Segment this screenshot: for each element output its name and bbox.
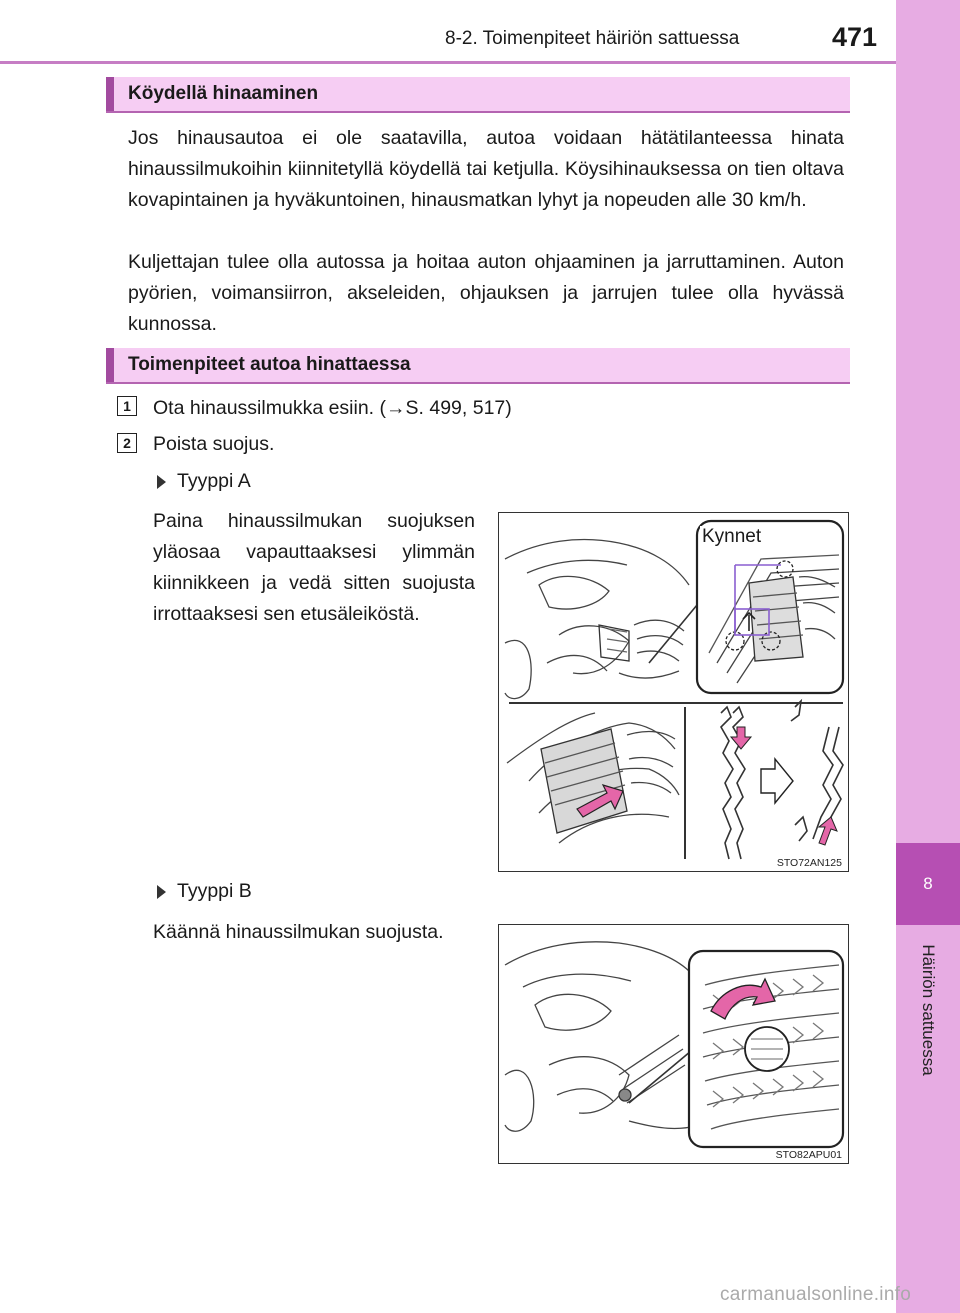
section-heading-rope-towing [106,77,850,113]
bullet-triangle-icon [157,475,166,489]
paragraph-driver-requirements: Kuljettajan tulee olla autossa ja hoitaa auton ohjaaminen ja jarruttaminen. Auton pyörien, voimansiirron, akseleiden, ohjauksen ja jarrujen tulee olla hyvässä kunnossa. [128,251,844,335]
figure-type-b-cover-turn [498,924,849,1164]
figure-code: STO82APU01 [775,1149,842,1161]
step-text-1: Ota hinaussilmukka esiin. (→S. 499, 517) [153,397,512,419]
side-tab-chapter-number: 8 [896,843,960,925]
type-b-label: Tyyppi B [177,880,252,902]
type-b-description: Käännä hinaussilmukan suojusta. [153,921,444,943]
figure-callout-label: Kynnet [702,526,762,547]
page-number: 471 [832,22,878,52]
watermark: carmanualsonline.info [720,1284,912,1305]
type-a-description: Paina hinaussilmukan suojuksen yläosaa vapauttaaksesi ylimmän kiinnikkeen ja vedä sitten suojusta irrottaaksesi sen etusäleiköstä. [153,510,475,625]
section-heading-text: Toimenpiteet autoa hinattaessa [128,354,411,375]
figure-type-a-cover-removal [498,512,849,872]
side-tab-strip [896,0,960,1313]
step-number-1: 1 [117,396,137,416]
header-rule [0,61,896,64]
section-heading-towing-procedure [106,348,850,384]
bumper-cover-illustration-icon [499,513,849,872]
side-tab-chapter-label: Häiriön sattuessa [919,944,938,1076]
section-heading-text: Köydellä hinaaminen [128,83,319,104]
header-section-title: 8-2. Toimenpiteet häiriön sattuessa [445,28,740,49]
paragraph-towing-conditions: Jos hinausautoa ei ole saatavilla, autoa voidaan hätätilanteessa hinata hinaussilmukoihin kiinnitetyllä köydellä tai ketjulla. Köysihinauksessa on tien oltava kovapintainen ja hyväkuntoinen, hinausmatkan lyhyt ja nopeuden alle 30 km/h. [128,127,844,211]
bullet-triangle-icon [157,885,166,899]
step-text-2: Poista suojus. [153,433,275,455]
grille-cover-illustration-icon [499,925,849,1164]
figure-code: STO72AN125 [776,857,842,869]
type-a-label: Tyyppi A [177,470,251,492]
step-number-2: 2 [117,433,137,453]
